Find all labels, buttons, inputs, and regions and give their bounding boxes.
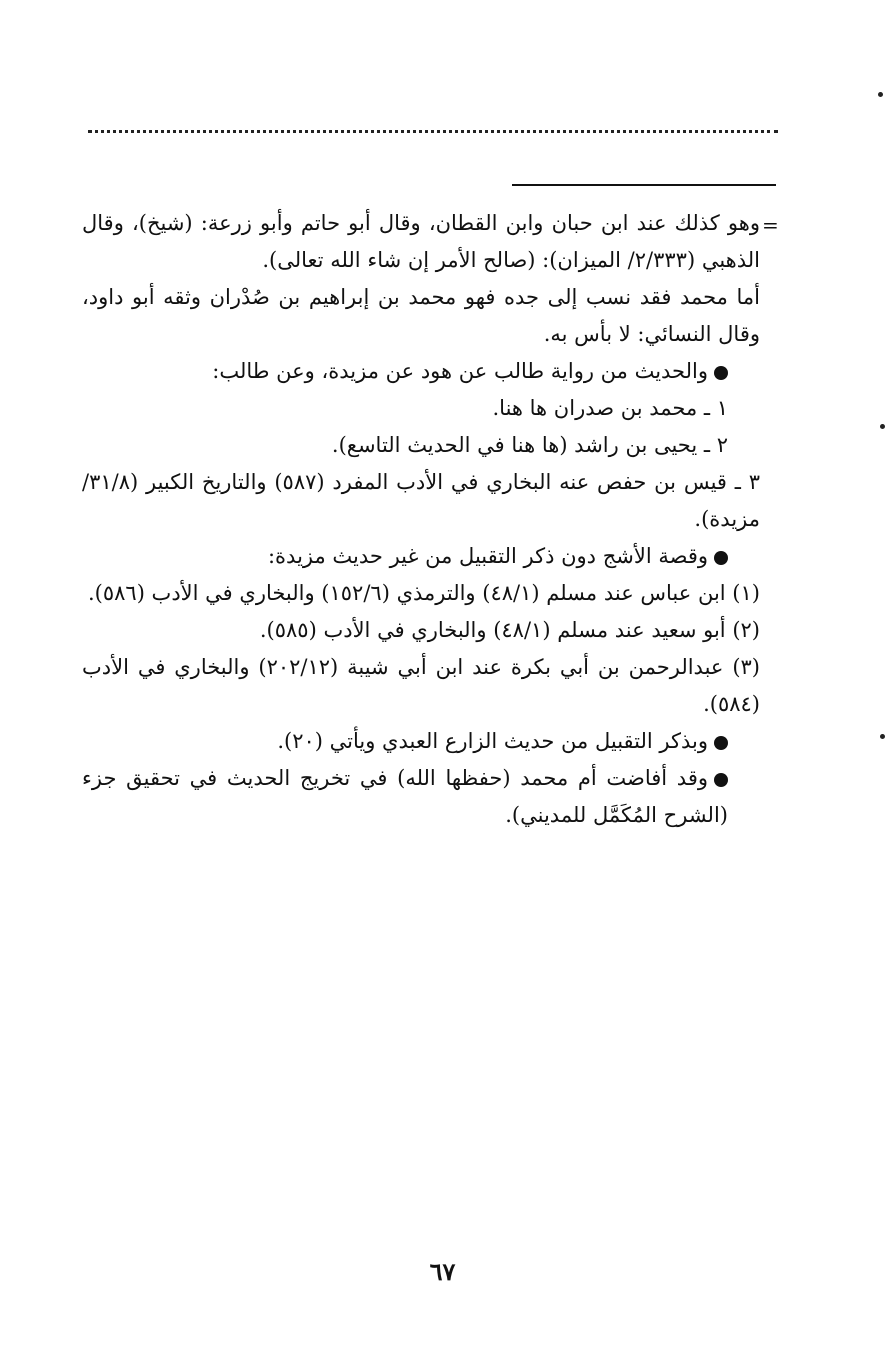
source-item-2: (٢) أبو سعيد عند مسلم (٤٨/١) والبخاري في الأدب (٥٨٥).	[259, 618, 760, 642]
paragraph-talib: والحديث من رواية طالب عن هود عن مزيدة، وعن طالب:	[212, 359, 708, 383]
bullet-paragraph-ashaj	[82, 538, 760, 575]
source-item-3: (٣) عبدالرحمن بن أبي بكرة عند ابن أبي شيبة (٢٠٢/١٢) والبخاري في الأدب (٥٨٤).	[82, 655, 760, 716]
dotted-separator	[88, 130, 778, 145]
bullet-paragraph-umm-muhammad	[82, 760, 760, 834]
paragraph-zari: وبذكر التقبيل من حديث الزارع العبدي ويأتي (٢٠).	[277, 729, 708, 753]
paragraph-dhahabi: وهو كذلك عند ابن حبان وابن القطان، وقال أبو حاتم وأبو زرعة: (شيخ)، وقال الذهبي (٢/٣٣٣/ الميزان): (صالح الأمر إن شاء الله تعالى).	[82, 211, 760, 272]
bullet-icon	[714, 773, 728, 787]
list-item-1: ١ ـ محمد بن صدران ها هنا.	[492, 396, 728, 420]
continuation-mark: =	[762, 213, 779, 237]
footnote-separator	[512, 184, 776, 186]
list-item-3: ٣ ـ قيس بن حفص عنه البخاري في الأدب المفرد (٥٨٧) والتاريخ الكبير (٣١/٨/ مزيدة).	[82, 470, 761, 531]
page-number: ٦٧	[429, 1257, 456, 1286]
source-item-1: (١) ابن عباس عند مسلم (٤٨/١) والترمذي (١٥٢/٦) والبخاري في الأدب (٥٨٦).	[87, 581, 760, 605]
list-item-2: ٢ ـ يحيى بن راشد (ها هنا في الحديث التاسع).	[331, 433, 728, 457]
margin-dot-middle	[880, 424, 885, 429]
paragraph-ashaj: وقصة الأشج دون ذكر التقبيل من غير حديث مزيدة:	[267, 544, 708, 568]
paragraph-umm-muhammad: وقد أفاضت أم محمد (حفظها الله) في تخريج الحديث في تحقيق جزء (الشرح المُكَمَّل للمديني).	[82, 766, 728, 827]
paragraph-muhammad: أما محمد فقد نسب إلى جده فهو محمد بن إبراهيم بن صُدْران وثقه أبو داود، وقال النسائي: لا بأس به.	[82, 285, 760, 346]
bullet-paragraph-talib	[82, 353, 760, 390]
bullet-icon	[714, 736, 728, 750]
margin-dot-lower	[880, 734, 885, 739]
footnote-body	[82, 205, 760, 834]
margin-dot-top	[878, 92, 883, 97]
bullet-paragraph-zari	[82, 723, 760, 760]
bullet-icon	[714, 366, 728, 380]
bullet-icon	[714, 551, 728, 565]
